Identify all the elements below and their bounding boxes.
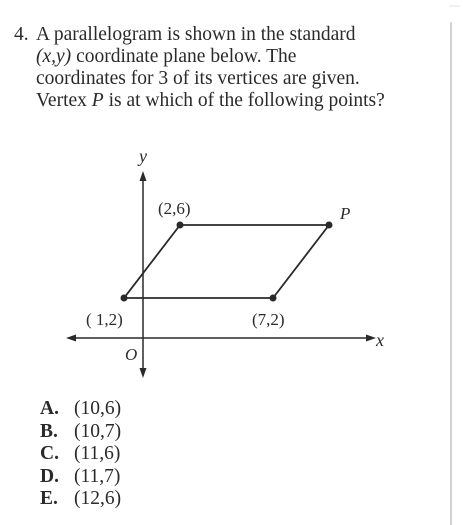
choice-text: (11,7) <box>74 465 121 487</box>
vertex-p-variable: P <box>91 90 104 111</box>
choice-a[interactable] <box>40 398 121 421</box>
vertex-bottom-left-label: ( 1,2) <box>86 310 123 329</box>
question-line-3: coordinates for 3 of its vertices are given. <box>36 68 360 89</box>
question-line-1: A parallelogram is shown in the standard <box>36 24 356 45</box>
origin-label: O <box>125 345 138 364</box>
vertex-top-left-point <box>177 222 184 229</box>
question-line-4-pre: Vertex <box>36 90 92 111</box>
vertex-p-label: P <box>340 204 351 223</box>
choice-text: (10,7) <box>74 420 122 442</box>
choice-letter: E. <box>40 488 58 509</box>
choice-e[interactable] <box>40 488 121 511</box>
parallelogram <box>124 225 329 298</box>
choice-c[interactable] <box>40 443 121 466</box>
xy-variable: (x,y) <box>36 46 72 67</box>
question-line-2-text: coordinate plane below. The <box>71 46 297 67</box>
y-axis-label: y <box>139 146 147 166</box>
vertex-bottom-right-label: (7,2) <box>252 310 285 329</box>
choice-text: (11,6) <box>74 443 121 464</box>
choice-letter: D. <box>40 465 59 487</box>
choice-d[interactable] <box>40 466 121 489</box>
choice-letter: B. <box>40 420 58 442</box>
vertex-bottom-left-point <box>121 295 128 302</box>
choice-text: (12,6) <box>74 488 122 509</box>
choice-letter: C. <box>40 443 59 464</box>
y-axis-top-arrow <box>140 171 147 181</box>
choice-text: (10,6) <box>74 398 122 419</box>
choice-b[interactable] <box>40 421 121 444</box>
x-axis-label: x <box>376 330 384 350</box>
choice-letter: A. <box>40 398 59 419</box>
answer-choices <box>40 398 121 511</box>
y-axis-bottom-arrow <box>140 368 147 378</box>
x-axis-right-arrow <box>366 335 376 342</box>
vertex-bottom-right-point <box>270 295 277 302</box>
x-axis-left-arrow <box>66 335 76 342</box>
question-number: 4. <box>14 24 29 45</box>
vertex-top-left-label: (2,6) <box>158 199 191 218</box>
question-line-4-post: is at which of the following points? <box>103 90 385 111</box>
vertex-p-point <box>326 222 333 229</box>
